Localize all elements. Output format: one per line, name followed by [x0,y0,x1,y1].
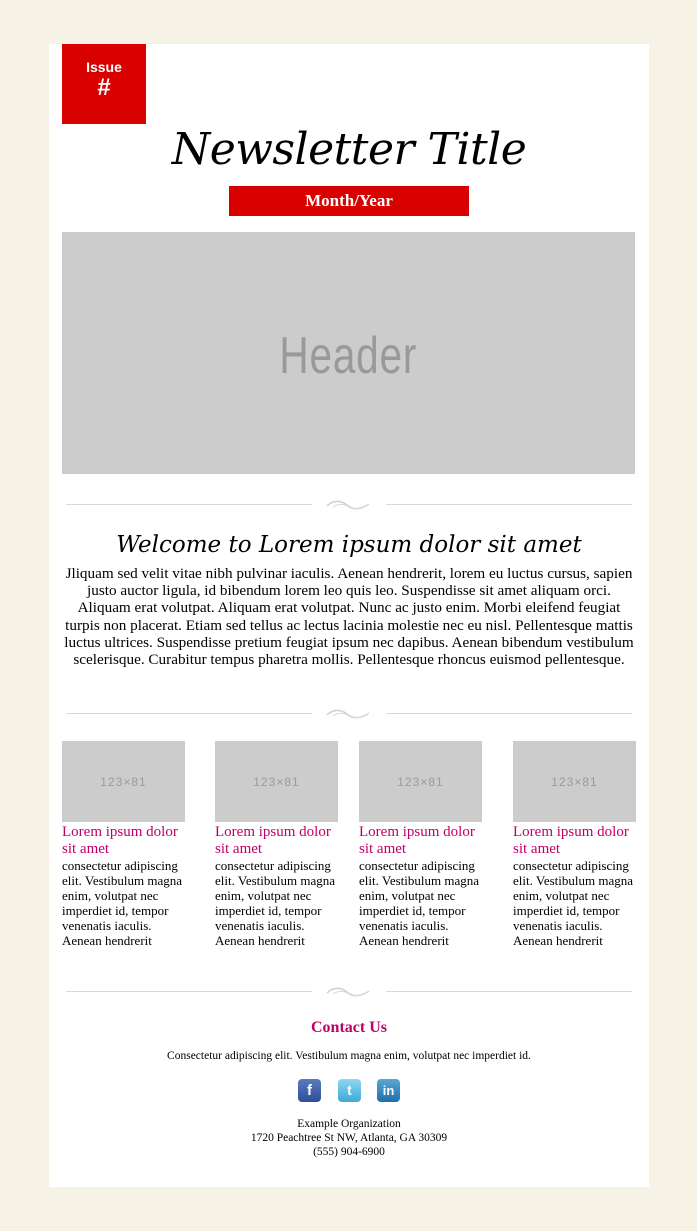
footer-phone: (555) 904-6900 [313,1146,385,1158]
facebook-icon[interactable]: f [298,1079,321,1102]
article-column [359,741,483,948]
flourish-icon [319,984,379,1000]
article-column [513,741,637,948]
ornament-divider [66,497,632,513]
article-title-link[interactable]: Lorem ipsum dolor sit amet [215,824,331,857]
article-title-link[interactable]: Lorem ipsum dolor sit amet [513,824,629,857]
article-column [215,741,339,948]
ornament-divider [66,706,632,722]
social-links [298,1079,402,1103]
date-bar: Month/Year [229,186,469,216]
welcome-heading: Welcome to Lorem ipsum dolor sit amet [116,532,582,558]
article-excerpt: consectetur adipiscing elit. Vestibulum magna enim, volutpat nec imperdiet id, tempor venenatis iaculis. Aenean hendrerit [62,858,182,948]
flourish-icon [319,497,379,513]
linkedin-icon[interactable]: in [377,1079,400,1102]
article-title-link[interactable]: Lorem ipsum dolor sit amet [62,824,178,857]
article-thumbnail: 123×81 [359,741,482,822]
header-image-placeholder [62,232,635,474]
contact-heading: Contact Us [311,1019,387,1036]
article-thumbnail: 123×81 [215,741,338,822]
article-excerpt: consectetur adipiscing elit. Vestibulum magna enim, volutpat nec imperdiet id, tempor venenatis iaculis. Aenean hendrerit [513,858,633,948]
footer-organization: Example Organization [297,1118,401,1130]
footer-address-block [49,1117,649,1159]
issue-badge [62,44,146,124]
article-excerpt: consectetur adipiscing elit. Vestibulum magna enim, volutpat nec imperdiet id, tempor venenatis iaculis. Aenean hendrerit [359,858,479,948]
article-thumbnail: 123×81 [62,741,185,822]
newsletter-title: Newsletter Title [171,124,527,175]
twitter-icon[interactable]: t [338,1079,361,1102]
header-image-label: Header [279,327,418,385]
newsletter-card [49,44,649,1187]
welcome-body: Jliquam sed velit vitae nibh pulvinar iaculis. Aenean hendrerit, lorem eu luctus cursus, sapien justo auctor ligula, id bibendum lorem leo quis leo. Suspendisse sit amet aliquam orci. Aliquam erat volutpat. Aliquam erat volutpat. Nunc ac justo enim. Morbi eleifend feugiat turpis non placerat. Etiam sed tellus ac lectus lacinia molestie nec eu nisl. Pellentesque mattis luctus ultrices. Suspendisse pretium feugiat ipsum nec dapibus. Aenean bibendum vestibulum scelerisque. Curabitur tempus pharetra mollis. Pellentesque rhoncus euismod pellentesque. [64,565,634,669]
flourish-icon [319,706,379,722]
article-column [62,741,186,948]
ornament-divider [66,984,632,1000]
contact-text: Consectetur adipiscing elit. Vestibulum magna enim, volutpat nec imperdiet id. [167,1050,531,1062]
article-thumbnail: 123×81 [513,741,636,822]
footer-address: 1720 Peachtree St NW, Atlanta, GA 30309 [250,1132,448,1144]
article-excerpt: consectetur adipiscing elit. Vestibulum magna enim, volutpat nec imperdiet id, tempor venenatis iaculis. Aenean hendrerit [215,858,335,948]
issue-number: # [97,74,111,101]
issue-label: Issue [86,59,122,75]
article-title-link[interactable]: Lorem ipsum dolor sit amet [359,824,475,857]
